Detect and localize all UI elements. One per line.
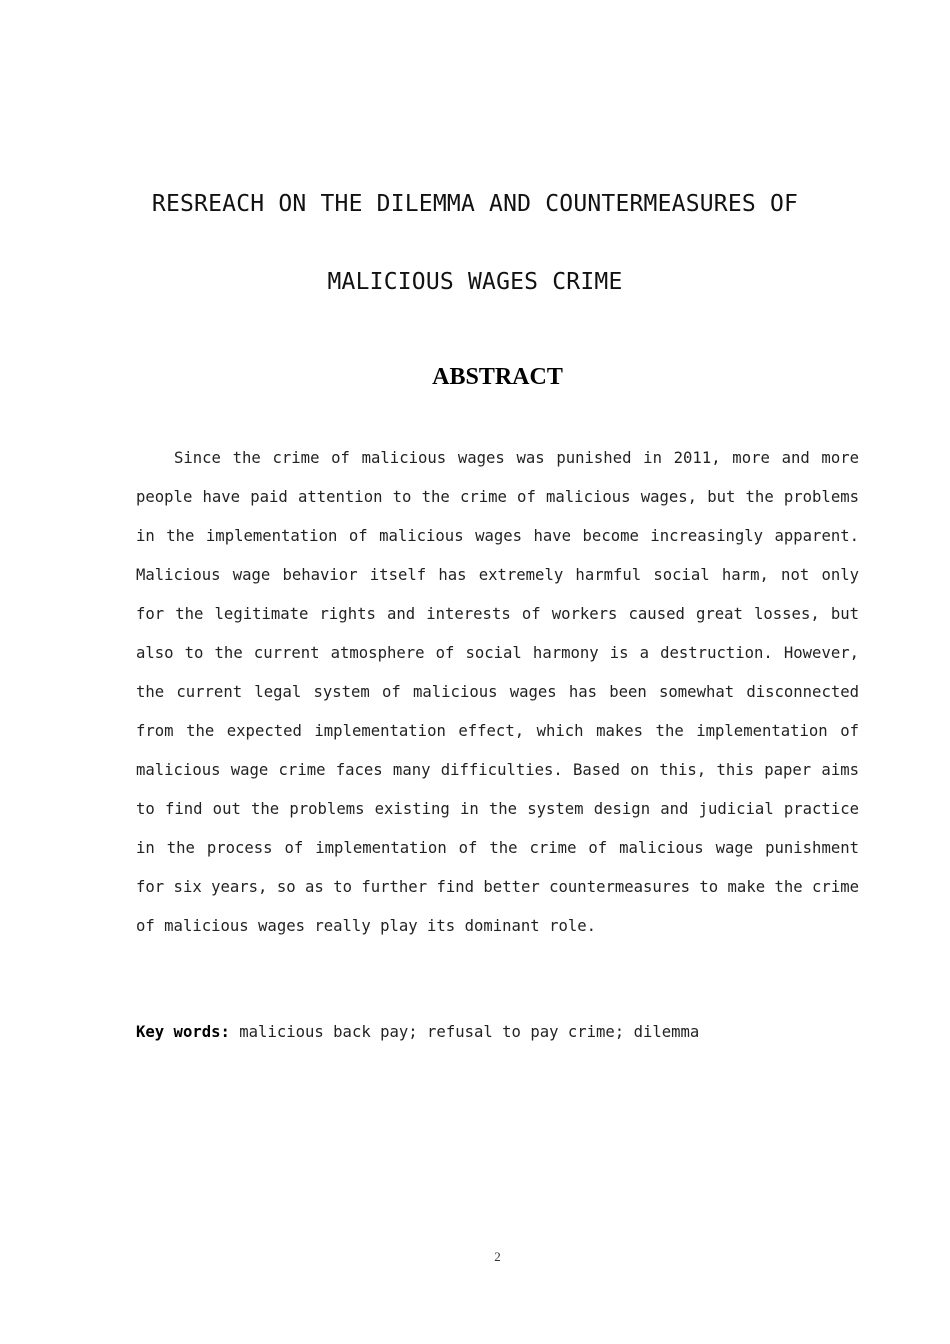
keywords-value: malicious back pay; refusal to pay crime; dilemma xyxy=(229,1023,700,1041)
keywords-line xyxy=(136,1018,859,1046)
paper-title-line-2: MALICIOUS WAGES CRIME xyxy=(327,269,623,295)
abstract-heading: ABSTRACT xyxy=(432,364,563,390)
paper-title-line-1: RESREACH ON THE DILEMMA AND COUNTERMEASURES OF xyxy=(151,191,799,217)
abstract-body: Since the crime of malicious wages was punished in 2011, more and more people have paid attention to the crime of malicious wages, but the problems in the implementation of malicious wages have become increasingly apparent. Malicious wage behavior itself has extremely harmful social harm, not only for the legitimate rights and interests of workers caused great losses, but also to the current atmosphere of social harmony is a destruction. However, the current legal system of malicious wages has been somewhat disconnected from the expected implementation effect, which makes the implementation of malicious wage crime faces many difficulties. Based on this, this paper aims to find out the problems existing in the system design and judicial practice in the process of implementation of the crime of malicious wage punishment for six years, so as to further find better countermeasures to make the crime of malicious wages really play its dominant role. xyxy=(136,449,859,935)
page-number: 2 xyxy=(494,1249,501,1264)
keywords-label: Key words: xyxy=(136,1023,230,1041)
